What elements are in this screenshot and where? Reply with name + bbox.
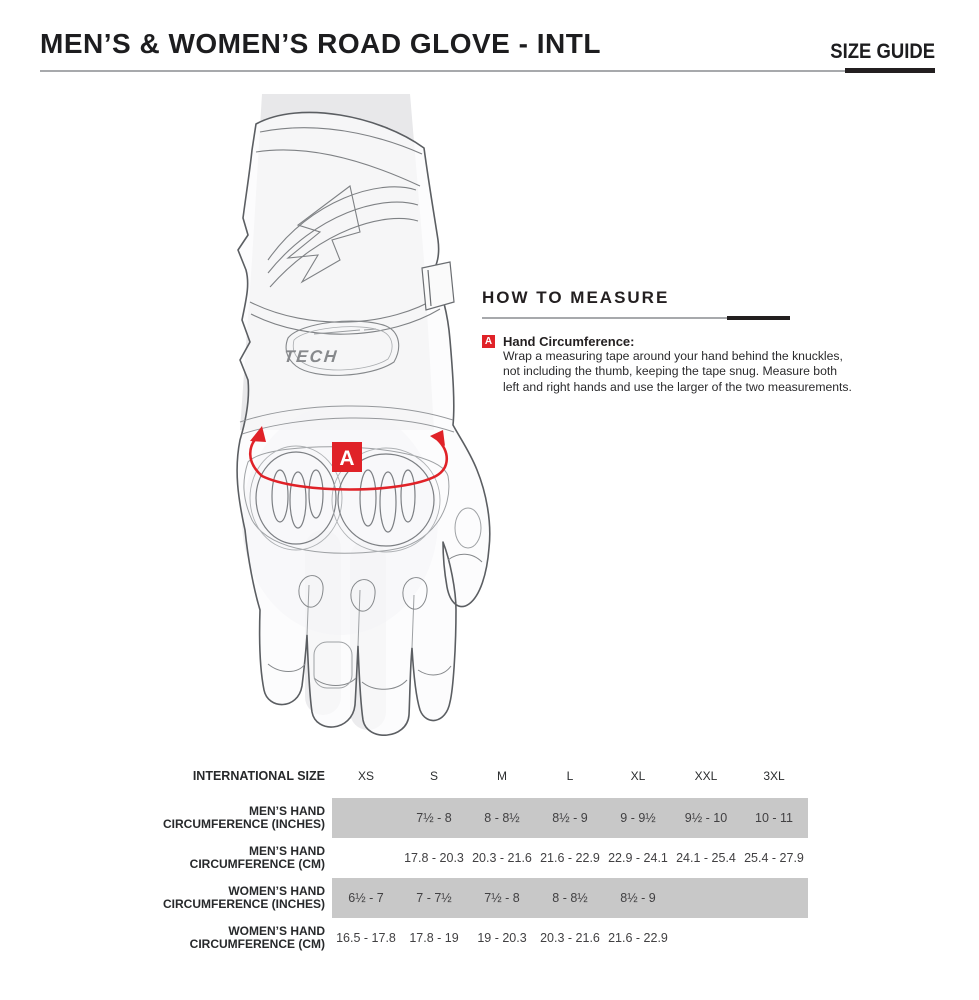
svg-text:A: A	[339, 447, 355, 470]
table-cell	[332, 798, 400, 838]
table-cell	[332, 838, 400, 878]
table-cell: 8½ - 9	[536, 798, 604, 838]
table-cell	[672, 918, 740, 958]
table-header-label: INTERNATIONAL SIZE	[192, 769, 325, 783]
measurement-marker-a	[332, 442, 362, 472]
table-cell: 9½ - 10	[672, 798, 740, 838]
size-column-header: XS	[357, 769, 374, 783]
table-cell	[740, 878, 808, 918]
table-cell: 25.4 - 27.9	[744, 851, 804, 865]
header-divider	[40, 70, 935, 72]
row-label: WOMEN’S HAND CIRCUMFERENCE (INCHES)	[163, 883, 325, 911]
table-cell	[740, 918, 808, 958]
table-cell: 20.3 - 21.6	[540, 931, 600, 945]
instruction-line: not including the thumb, keeping the tape snug. Measure both	[503, 364, 838, 379]
table-cell: 8 - 8½	[468, 798, 536, 838]
instruction-text	[503, 334, 852, 395]
size-column-header: XL	[630, 769, 646, 783]
glove-diagram-svg	[210, 90, 500, 750]
measure-instruction	[482, 334, 852, 395]
instruction-line: left and right hands and use the larger of the two measurements.	[503, 379, 852, 394]
row-label: MEN’S HAND CIRCUMFERENCE (INCHES)	[163, 803, 325, 831]
table-cell: 17.8 - 19	[409, 931, 459, 945]
instruction-title: Hand Circumference:	[503, 334, 635, 349]
size-column-header: L	[566, 769, 574, 783]
table-cell: 8½ - 9	[604, 878, 672, 918]
size-column-header: 3XL	[763, 769, 785, 783]
table-cell: 24.1 - 25.4	[676, 851, 736, 865]
table-cell: 16.5 - 17.8	[336, 931, 396, 945]
size-guide-label: SIZE GUIDE	[830, 40, 935, 63]
instruction-line: Wrap a measuring tape around your hand behind the knuckles,	[503, 349, 843, 363]
row-label: WOMEN’S HAND CIRCUMFERENCE (CM)	[189, 923, 325, 951]
table-cell: 8 - 8½	[536, 878, 604, 918]
page-title: MEN’S & WOMEN’S ROAD GLOVE - INTL	[40, 28, 601, 59]
table-cell: 10 - 11	[740, 798, 808, 838]
size-column-header: S	[429, 769, 438, 783]
table-cell: 7½ - 8	[400, 798, 468, 838]
wrist-strap	[422, 262, 454, 310]
size-column-header: M	[497, 769, 507, 783]
table-cell: 21.6 - 22.9	[608, 931, 668, 945]
size-table	[0, 758, 808, 958]
table-cell: 17.8 - 20.3	[404, 851, 464, 865]
row-label: MEN’S HAND CIRCUMFERENCE (CM)	[189, 843, 325, 871]
header-divider-accent	[845, 68, 935, 73]
how-to-measure-section	[482, 288, 852, 395]
glove-illustration	[210, 90, 500, 750]
table-cell: 20.3 - 21.6	[472, 851, 532, 865]
glove-outline	[237, 112, 490, 735]
table-cell	[672, 878, 740, 918]
table-cell: 7 - 7½	[400, 878, 468, 918]
tech-logo-text: TECH	[282, 347, 340, 366]
table-cell: 19 - 20.3	[477, 931, 527, 945]
size-column-header: XXL	[694, 769, 718, 783]
how-to-measure-title: HOW TO MEASURE	[482, 288, 670, 307]
table-cell: 7½ - 8	[468, 878, 536, 918]
marker-a-badge: A	[482, 335, 495, 348]
table-cell: 22.9 - 24.1	[608, 851, 668, 865]
table-cell: 6½ - 7	[332, 878, 400, 918]
table-cell: 9 - 9½	[604, 798, 672, 838]
table-cell: 21.6 - 22.9	[540, 851, 600, 865]
how-to-measure-divider	[482, 316, 790, 320]
